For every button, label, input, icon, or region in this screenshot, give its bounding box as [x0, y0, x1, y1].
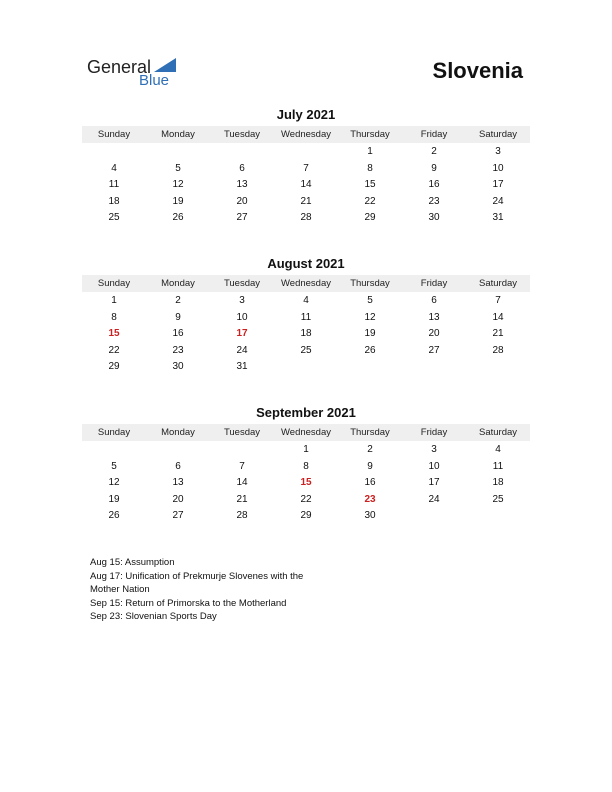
month-title: July 2021: [276, 107, 336, 122]
month-september: [82, 404, 530, 525]
day-cell: 12: [172, 179, 184, 190]
weekday-label: Wednesday: [281, 427, 331, 438]
weekday-label: Monday: [161, 129, 195, 140]
day-cell: 24: [428, 493, 440, 505]
day-cell: 5: [175, 162, 181, 174]
day-cell: 28: [236, 510, 248, 521]
day-cell: 30: [428, 212, 440, 223]
day-cell: 4: [111, 162, 117, 174]
weekday-label: Thursday: [350, 278, 390, 289]
day-cell: 21: [492, 328, 504, 339]
day-cell: 11: [300, 311, 312, 323]
day-cell: 3: [431, 444, 437, 455]
logo-general-text: General: [87, 57, 152, 77]
day-cell: 19: [108, 493, 120, 505]
day-cell: 31: [236, 361, 248, 372]
weekday-header: [82, 126, 530, 143]
empty-day-cell: [274, 144, 338, 161]
day-cell: 8: [367, 162, 373, 174]
holiday-note: Sep 23: Slovenian Sports Day: [90, 611, 217, 622]
day-cell: 24: [236, 344, 248, 356]
day-grid: [82, 442, 530, 525]
holiday-day-cell: 15: [108, 328, 120, 339]
day-cell: 1: [303, 444, 309, 455]
weekday-label: Friday: [420, 129, 448, 140]
day-cell: 6: [239, 162, 245, 174]
day-cell: 18: [300, 328, 312, 339]
day-cell: 17: [428, 477, 440, 488]
weekday-header: [82, 424, 530, 441]
day-cell: 28: [492, 344, 504, 356]
weekday-label: Monday: [161, 278, 195, 289]
day-cell: 26: [108, 510, 120, 521]
day-cell: 22: [364, 195, 376, 207]
holiday-note: Sep 15: Return of Primorska to the Motherland: [90, 597, 287, 609]
day-cell: 29: [364, 212, 376, 223]
day-cell: 28: [300, 212, 312, 223]
day-grid: [82, 144, 530, 227]
day-cell: 5: [367, 295, 373, 306]
holiday-day-cell: 17: [236, 328, 248, 339]
weekday-label: Saturday: [478, 129, 518, 140]
weekday-header: [82, 275, 530, 292]
day-cell: 2: [367, 444, 373, 455]
day-cell: 25: [492, 493, 504, 505]
day-cell: 11: [108, 179, 120, 190]
holiday-note: Mother Nation: [90, 584, 150, 595]
holiday-day-cell: 23: [364, 493, 376, 505]
brand-logo: [87, 56, 197, 92]
day-cell: 1: [111, 295, 117, 306]
day-cell: 20: [428, 328, 440, 339]
day-cell: 25: [108, 212, 120, 223]
holiday-note: Aug 15: Assumption: [90, 557, 175, 568]
empty-day-cell: [146, 144, 210, 161]
month-august: [82, 255, 530, 376]
day-cell: 14: [236, 477, 248, 488]
holiday-notes: [90, 556, 350, 624]
weekday-label: Tuesday: [223, 129, 261, 140]
empty-day-cell: [82, 442, 146, 459]
day-cell: 16: [428, 179, 440, 190]
day-cell: 30: [364, 510, 376, 521]
day-cell: 10: [492, 162, 504, 174]
day-cell: 26: [172, 212, 184, 223]
day-cell: 11: [492, 460, 504, 472]
empty-day-cell: [210, 144, 274, 161]
day-cell: 7: [495, 295, 501, 306]
country-title: Slovenia: [432, 58, 523, 83]
day-cell: 10: [428, 460, 440, 472]
day-cell: 15: [364, 179, 376, 190]
holiday-note: Aug 17: Unification of Prekmurje Slovenes with the: [90, 570, 304, 582]
day-cell: 4: [303, 295, 309, 306]
weekday-label: Sunday: [97, 278, 131, 289]
empty-day-cell: [146, 442, 210, 459]
day-grid: [82, 293, 530, 376]
weekday-label: Tuesday: [223, 278, 261, 289]
day-cell: 19: [364, 328, 376, 339]
day-cell: 21: [300, 195, 312, 207]
day-cell: 14: [492, 311, 504, 323]
day-cell: 13: [172, 477, 184, 488]
day-cell: 10: [236, 311, 248, 323]
day-cell: 22: [300, 493, 312, 505]
day-cell: 19: [172, 195, 184, 207]
day-cell: 5: [111, 460, 117, 472]
day-cell: 20: [236, 195, 248, 207]
day-cell: 16: [364, 477, 376, 488]
logo-triangle-icon: [154, 58, 176, 72]
day-cell: 3: [495, 146, 501, 157]
day-cell: 14: [300, 179, 312, 190]
day-cell: 29: [300, 510, 312, 521]
day-cell: 9: [431, 162, 437, 174]
day-cell: 21: [236, 493, 248, 505]
day-cell: 20: [172, 493, 184, 505]
weekday-label: Monday: [161, 427, 195, 438]
day-cell: 23: [172, 344, 184, 356]
holiday-day-cell: 15: [300, 477, 312, 488]
day-cell: 7: [239, 460, 245, 472]
day-cell: 2: [431, 146, 437, 157]
weekday-label: Thursday: [350, 129, 390, 140]
day-cell: 16: [172, 328, 184, 339]
weekday-label: Sunday: [97, 129, 131, 140]
day-cell: 18: [492, 477, 504, 488]
day-cell: 13: [236, 179, 248, 190]
day-cell: 9: [175, 311, 181, 323]
day-cell: 22: [108, 344, 120, 356]
month-title: September 2021: [256, 405, 356, 420]
weekday-label: Wednesday: [281, 129, 331, 140]
weekday-label: Sunday: [97, 427, 131, 438]
day-cell: 23: [428, 195, 440, 207]
day-cell: 25: [300, 344, 312, 356]
day-cell: 24: [492, 195, 504, 207]
day-cell: 8: [303, 460, 309, 472]
month-title: August 2021: [267, 256, 345, 271]
day-cell: 31: [492, 212, 504, 223]
day-cell: 2: [175, 295, 181, 306]
day-cell: 29: [108, 361, 120, 372]
day-cell: 7: [303, 162, 309, 174]
day-cell: 18: [108, 195, 120, 207]
day-cell: 6: [431, 295, 437, 306]
day-cell: 9: [367, 460, 373, 472]
day-cell: 3: [239, 295, 245, 306]
day-cell: 27: [172, 510, 184, 521]
weekday-label: Thursday: [350, 427, 390, 438]
weekday-label: Wednesday: [281, 278, 331, 289]
weekday-label: Tuesday: [223, 427, 261, 438]
day-cell: 13: [428, 311, 440, 323]
day-cell: 30: [172, 361, 184, 372]
day-cell: 17: [492, 179, 504, 190]
empty-day-cell: [210, 442, 274, 459]
empty-day-cell: [82, 144, 146, 161]
weekday-label: Saturday: [478, 427, 518, 438]
day-cell: 27: [428, 344, 440, 356]
day-cell: 12: [108, 477, 120, 488]
weekday-label: Friday: [420, 427, 448, 438]
logo-blue-text: Blue: [139, 72, 170, 89]
weekday-label: Saturday: [478, 278, 518, 289]
day-cell: 27: [236, 212, 248, 223]
day-cell: 4: [495, 444, 501, 455]
weekday-label: Friday: [420, 278, 448, 289]
month-july: [82, 106, 530, 227]
day-cell: 26: [364, 344, 376, 356]
day-cell: 1: [367, 146, 373, 157]
day-cell: 8: [111, 311, 117, 323]
day-cell: 12: [364, 311, 376, 323]
day-cell: 6: [175, 460, 181, 472]
